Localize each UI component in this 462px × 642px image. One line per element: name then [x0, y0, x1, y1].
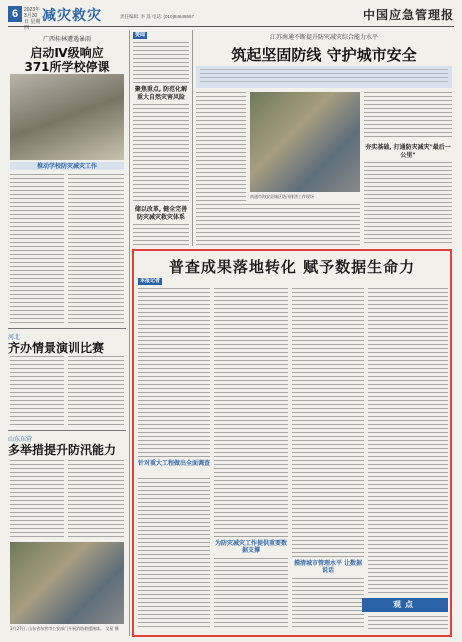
article-2-body-1 — [10, 356, 64, 428]
feature-body-col-1 — [138, 288, 210, 458]
main-kicker: 江苏南通不断提升防灾减灾综合能力水平 — [269, 34, 378, 41]
page-date: 2023年 3月30日 星期四 — [24, 7, 41, 31]
left-body-col-1 — [10, 174, 64, 324]
left-lead-story — [8, 34, 126, 74]
feature-body-col-2b — [214, 558, 288, 630]
mid-body-2 — [133, 104, 189, 204]
editor-meta: 责任编辑: 李 蓬 电话: (010)84648567 — [120, 14, 195, 19]
masthead: 中国应急管理报 — [362, 8, 454, 22]
left-headline-1: 启动Ⅳ级响应 — [30, 46, 104, 60]
main-body-lower — [196, 204, 360, 246]
feature-subhead-1: 针对重大工程做出全面调查 — [138, 460, 211, 467]
mid-body-3 — [133, 224, 189, 246]
article-3-headline: 多举措提升防汛能力 — [8, 443, 117, 457]
left-photo — [10, 74, 124, 160]
mid-subhead-2: 储以改革, 健全完善防灾减灾救灾体系 — [134, 206, 188, 221]
main-body-col-4 — [364, 162, 452, 246]
feature-body-col-4 — [368, 288, 448, 594]
feature-body-col-3 — [292, 288, 364, 558]
article-3-body-2 — [68, 460, 124, 538]
divider — [8, 328, 126, 329]
viewpoint-ribbon: 观点 — [362, 598, 448, 612]
main-story-header — [196, 32, 452, 65]
page-header — [8, 6, 454, 31]
rescue-drill-photo — [10, 542, 124, 624]
section-name: 减灾救灾 — [42, 8, 102, 24]
column-divider — [129, 30, 130, 636]
feature-subhead-2: 为防灾减灾工作提供重要数据支撑 — [214, 540, 287, 554]
left-body-col-2 — [68, 174, 124, 324]
main-side-subhead: 夯实基础, 打通防灾减灾"最后一公里" — [365, 144, 451, 159]
left-kicker: 广西桂林遭遇暴雨 — [42, 36, 91, 43]
article-2-kicker: 河北 — [8, 334, 21, 341]
left-headline-2: 371所学校停课 — [24, 60, 110, 74]
feature-body-col-2 — [214, 288, 288, 538]
article-3-body-1 — [10, 460, 64, 538]
main-summary-text — [200, 69, 448, 85]
divider — [8, 430, 126, 431]
rescue-drill-caption: 3月27日, 山东省东营市公安部门开展消防救援演练。 吴星 摄 — [10, 626, 119, 631]
page-number: 6 — [8, 6, 22, 22]
article-2-headline: 齐办情景演训比赛 — [8, 341, 105, 355]
feature-tag: 本报记者 — [140, 278, 161, 284]
article-3-kicker: 山东东营 — [8, 436, 33, 443]
main-photo — [250, 92, 360, 192]
feature-subhead-3: 摸清城市管理水平 让数据说话 — [293, 560, 363, 574]
feature-body-col-1b — [138, 478, 210, 630]
mid-tag: 要闻 — [135, 32, 146, 38]
main-photo-caption: 南通市海安县城区防汛排涝工作现场 — [250, 194, 314, 199]
article-3-header — [8, 434, 126, 457]
left-subhead: 推动学校防灾减灾工作 — [36, 163, 97, 170]
article-2-body-2 — [68, 356, 124, 428]
mid-subhead-1: 聚焦重点, 防范化解重大自然灾害风险 — [134, 86, 188, 101]
mid-body-1 — [133, 42, 189, 84]
main-headline: 筑起坚固防线 守护城市安全 — [231, 46, 417, 64]
feature-body-col-4b — [368, 616, 448, 630]
column-divider — [192, 30, 193, 246]
main-body-col-3 — [364, 92, 452, 140]
feature-headline: 普查成果落地转化 赋予数据生命力 — [168, 258, 416, 276]
main-body-col-1 — [196, 92, 246, 204]
article-2-header — [8, 332, 126, 355]
feature-body-col-3b — [292, 578, 364, 630]
